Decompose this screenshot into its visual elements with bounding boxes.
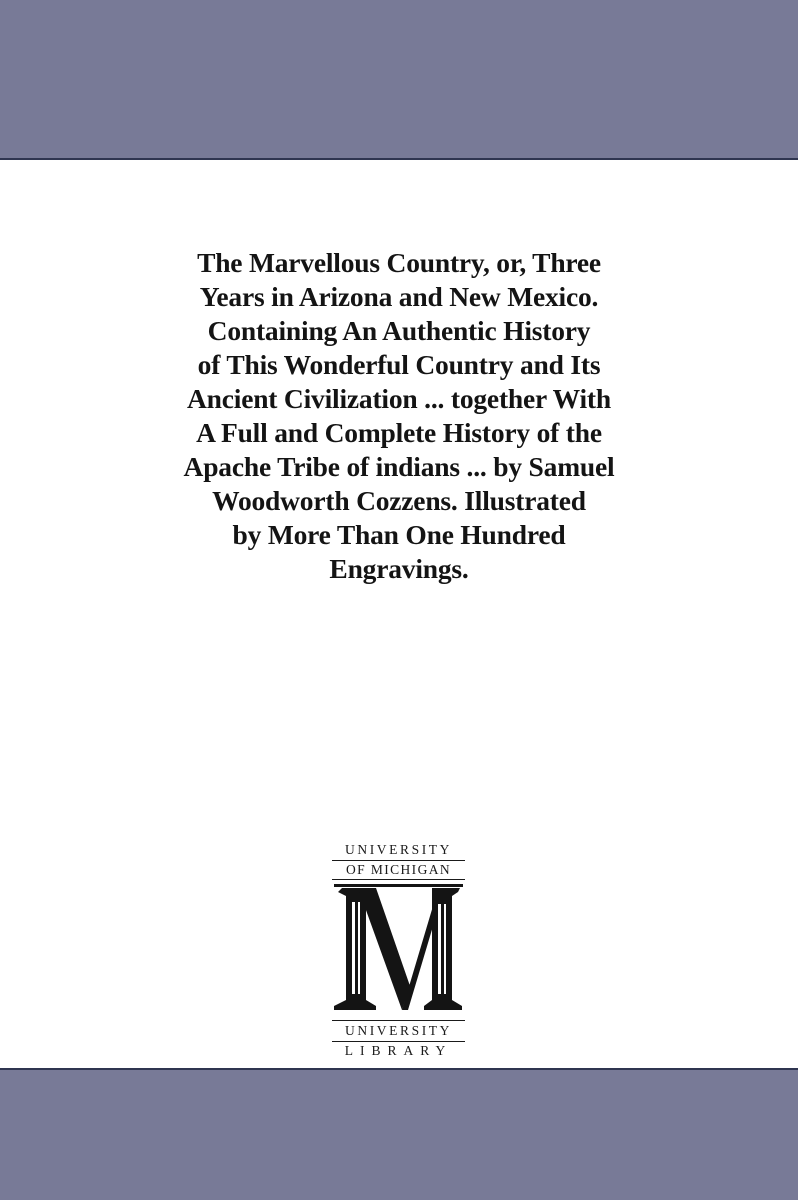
title-line: A Full and Complete History of the bbox=[196, 417, 602, 448]
logo-text-of-michigan: OF MICHIGAN bbox=[345, 862, 452, 877]
logo-text-library: LIBRARY bbox=[344, 1043, 453, 1058]
title-line: Apache Tribe of indians ... by Samuel bbox=[183, 451, 615, 482]
book-title bbox=[99, 246, 699, 586]
bottom-cover-band bbox=[0, 1068, 798, 1200]
title-line: Containing An Authentic History bbox=[207, 315, 591, 346]
title-line: The Marvellous Country, or, Three bbox=[197, 247, 601, 278]
logo-text-university: UNIVERSITY bbox=[345, 842, 452, 857]
logo-text-university-lower: UNIVERSITY bbox=[345, 1023, 452, 1038]
title-line: Years in Arizona and New Mexico. bbox=[199, 281, 599, 312]
logo-rule bbox=[332, 860, 465, 861]
block-m-icon bbox=[332, 882, 465, 1016]
logo-rule bbox=[332, 1020, 465, 1021]
university-library-logo bbox=[330, 842, 467, 1060]
top-cover-band bbox=[0, 0, 798, 160]
title-line: by More Than One Hundred bbox=[232, 519, 566, 550]
title-line: Woodworth Cozzens. Illustrated bbox=[212, 485, 586, 516]
logo-rule bbox=[332, 879, 465, 880]
title-line: Ancient Civilization ... together With bbox=[187, 383, 611, 414]
logo-rule bbox=[332, 1041, 465, 1042]
title-line: of This Wonderful Country and Its bbox=[197, 349, 601, 380]
title-line: Engravings. bbox=[329, 553, 469, 584]
